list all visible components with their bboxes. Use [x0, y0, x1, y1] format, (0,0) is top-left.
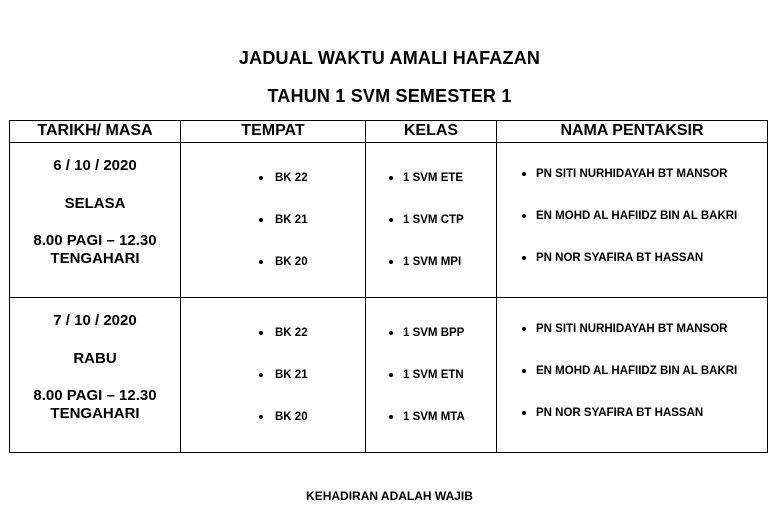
- assessor-text: PN SITI NURHIDAYAH BT MANSOR: [536, 323, 728, 335]
- list-item: [497, 167, 767, 209]
- class-text: 1 SVM BPP: [403, 327, 465, 339]
- bullet-icon: [259, 415, 263, 419]
- place-text: BK 20: [275, 256, 308, 268]
- list-item: [366, 255, 496, 297]
- time-text: [10, 232, 180, 268]
- list-item: [366, 368, 496, 410]
- bullet-icon: [389, 373, 393, 377]
- list-item: [366, 410, 496, 452]
- assessor-text: EN MOHD AL HAFIIDZ BIN AL BAKRI: [536, 365, 738, 377]
- page-subtitle: TAHUN 1 SVM SEMESTER 1: [267, 86, 512, 106]
- bullet-icon: [259, 218, 263, 222]
- list-item: [181, 171, 365, 213]
- table-row: [10, 298, 768, 453]
- place-cell: [181, 298, 366, 453]
- bullet-icon: [259, 260, 263, 264]
- header-date-time: TARIKH/ MASA: [10, 121, 181, 143]
- assessor-text: PN SITI NURHIDAYAH BT MANSOR: [536, 168, 728, 180]
- assessor-cell: [497, 143, 768, 298]
- place-list: [181, 298, 365, 452]
- page-title: JADUAL WAKTU AMALI HAFAZAN: [238, 48, 541, 68]
- list-item: [181, 255, 365, 297]
- place-text: BK 22: [275, 172, 308, 184]
- class-cell: [366, 143, 497, 298]
- assessor-text: EN MOHD AL HAFIIDZ BIN AL BAKRI: [536, 210, 738, 222]
- date-text: 7 / 10 / 2020: [53, 312, 137, 329]
- date-time-cell: [10, 143, 181, 298]
- bullet-icon: [389, 218, 393, 222]
- time-line-1: 8.00 PAGI – 12.30: [33, 387, 157, 404]
- date-time-cell: [10, 298, 181, 453]
- list-item: [497, 209, 767, 251]
- assessor-text: PN NOR SYAFIRA BT HASSAN: [536, 407, 704, 419]
- bullet-icon: [522, 411, 526, 415]
- class-list: [366, 143, 496, 297]
- bullet-icon: [389, 176, 393, 180]
- place-text: BK 21: [275, 369, 308, 381]
- time-text: [10, 387, 180, 423]
- bullet-icon: [522, 172, 526, 176]
- bullet-icon: [522, 369, 526, 373]
- assessor-cell: [497, 298, 768, 453]
- class-list: [366, 298, 496, 452]
- time-line-2: TENGAHARI: [50, 250, 140, 267]
- attendance-note: KEHADIRAN ADALAH WAJIB: [306, 489, 473, 503]
- table-row: [10, 143, 768, 298]
- place-text: BK 20: [275, 411, 308, 423]
- place-cell: [181, 143, 366, 298]
- list-item: [366, 213, 496, 255]
- list-item: [181, 326, 365, 368]
- bullet-icon: [259, 373, 263, 377]
- bullet-icon: [389, 331, 393, 335]
- list-item: [181, 410, 365, 452]
- class-cell: [366, 298, 497, 453]
- class-text: 1 SVM ETN: [403, 369, 464, 381]
- day-text: RABU: [73, 350, 117, 367]
- assessor-list: [497, 143, 767, 293]
- list-item: [366, 326, 496, 368]
- time-line-1: 8.00 PAGI – 12.30: [33, 232, 157, 249]
- place-list: [181, 143, 365, 297]
- header-row: [10, 121, 768, 143]
- bullet-icon: [259, 331, 263, 335]
- header-place: TEMPAT: [181, 121, 366, 143]
- bullet-icon: [522, 214, 526, 218]
- day-text: SELASA: [64, 195, 126, 212]
- bullet-icon: [389, 260, 393, 264]
- bullet-icon: [522, 327, 526, 331]
- header-class: KELAS: [366, 121, 497, 143]
- bullet-icon: [522, 256, 526, 260]
- list-item: [181, 368, 365, 410]
- bullet-icon: [259, 176, 263, 180]
- list-item: [366, 171, 496, 213]
- assessor-list: [497, 298, 767, 448]
- bullet-icon: [389, 415, 393, 419]
- list-item: [497, 364, 767, 406]
- place-text: BK 22: [275, 327, 308, 339]
- class-text: 1 SVM ETE: [403, 172, 464, 184]
- schedule-table: [9, 120, 768, 453]
- header-assessor: NAMA PENTAKSIR: [497, 121, 768, 143]
- time-line-2: TENGAHARI: [50, 405, 140, 422]
- list-item: [181, 213, 365, 255]
- list-item: [497, 406, 767, 448]
- list-item: [497, 251, 767, 293]
- place-text: BK 21: [275, 214, 308, 226]
- class-text: 1 SVM CTP: [403, 214, 464, 226]
- list-item: [497, 322, 767, 364]
- date-text: 6 / 10 / 2020: [53, 157, 137, 174]
- assessor-text: PN NOR SYAFIRA BT HASSAN: [536, 252, 704, 264]
- class-text: 1 SVM MPI: [403, 256, 462, 268]
- class-text: 1 SVM MTA: [403, 411, 465, 423]
